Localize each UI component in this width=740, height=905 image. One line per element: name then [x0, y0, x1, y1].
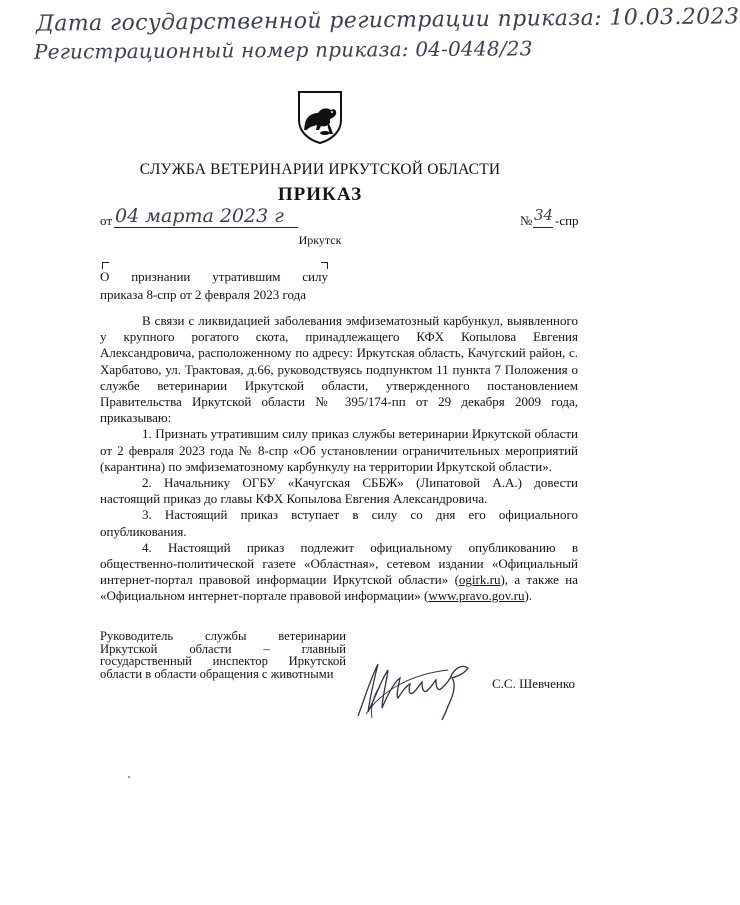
city-name: Иркутск	[298, 233, 342, 247]
handwritten-signature-icon	[352, 650, 484, 722]
order-item-2: 2. Начальнику ОГБУ «Качугская СББЖ» (Липатовой А.А.) довести настоящий приказ до главы КФХ Копылова Евгения Александровича.	[100, 475, 578, 507]
date-underline	[114, 227, 298, 228]
order-body	[100, 313, 578, 605]
number-underline	[533, 227, 553, 228]
number-prefix: №	[520, 213, 533, 228]
date-prefix: от	[100, 213, 113, 228]
registration-number-annotation: Регистрационный номер приказа: 04-0448/23	[33, 36, 533, 64]
subject-line-1: О признании утратившим силу	[100, 269, 328, 284]
preamble-paragraph: В связи с ликвидацией заболевания эмфизематозный карбункул, выявленного у крупного рогатого скота, принадлежащего КФХ Копылова Евгения Александровича, расположенному по адресу: Иркутская область, Качугский район, с. Харбатово, ул. Трактовая, д.66, руководствуясь подпунктом 11 пункта 7 Положения о службе ветеринарии Иркутской области, утвержденного постановлением Правительства Иркутской области № 395/174-пп от 29 декабря 2009 года, приказываю:	[100, 313, 578, 426]
item-4-text-part-3: ).	[524, 588, 533, 604]
number-suffix: -спр	[555, 213, 579, 228]
scan-speck	[128, 776, 130, 778]
signer-position: Руководитель службы ветеринарии Иркутской области – главный государственный инспектор Иркутской области в области обращения с животными	[100, 629, 346, 681]
subject-line-2: приказа 8-спр от 2 февраля 2023 года	[100, 286, 306, 302]
document-type-title: ПРИКАЗ	[277, 184, 363, 205]
irkutsk-coat-of-arms-icon	[297, 90, 343, 145]
pravo-gov-link[interactable]: www.pravo.gov.ru	[428, 588, 525, 604]
item-4-text-part-2: ), а также на «Официальном интернет-портале правовой информации» (	[100, 572, 578, 604]
order-subject	[100, 268, 328, 303]
item-4-text-part-1: 4. Настоящий приказ подлежит официальному опубликованию в общественно-политической газете «Областная», сетевом издании «Официальный интернет-портал правовой информации Иркутской области» (	[100, 539, 578, 588]
order-number-handwritten: 34	[534, 206, 554, 224]
ogirk-link[interactable]: ogirk.ru	[458, 572, 501, 588]
order-item-4	[100, 540, 578, 605]
order-item-3: 3. Настоящий приказ вступает в силу со дня его официального опубликования.	[100, 507, 578, 539]
order-date-handwritten: 04 марта 2023 г	[115, 205, 284, 227]
signer-name: С.С. Шевченко	[492, 676, 576, 691]
agency-name: СЛУЖБА ВЕТЕРИНАРИИ ИРКУТСКОЙ ОБЛАСТИ	[139, 161, 501, 178]
order-item-1: 1. Признать утратившим силу приказ службы ветеринарии Иркутской области от 2 февраля 2023 года № 8-спр «Об установлении ограничительных мероприятий (карантина) по эмфизематозному карбункулу на территории Иркутской области».	[100, 426, 578, 474]
registration-date-annotation: Дата государственной регистрации приказа: 10.03.2023	[35, 4, 740, 37]
